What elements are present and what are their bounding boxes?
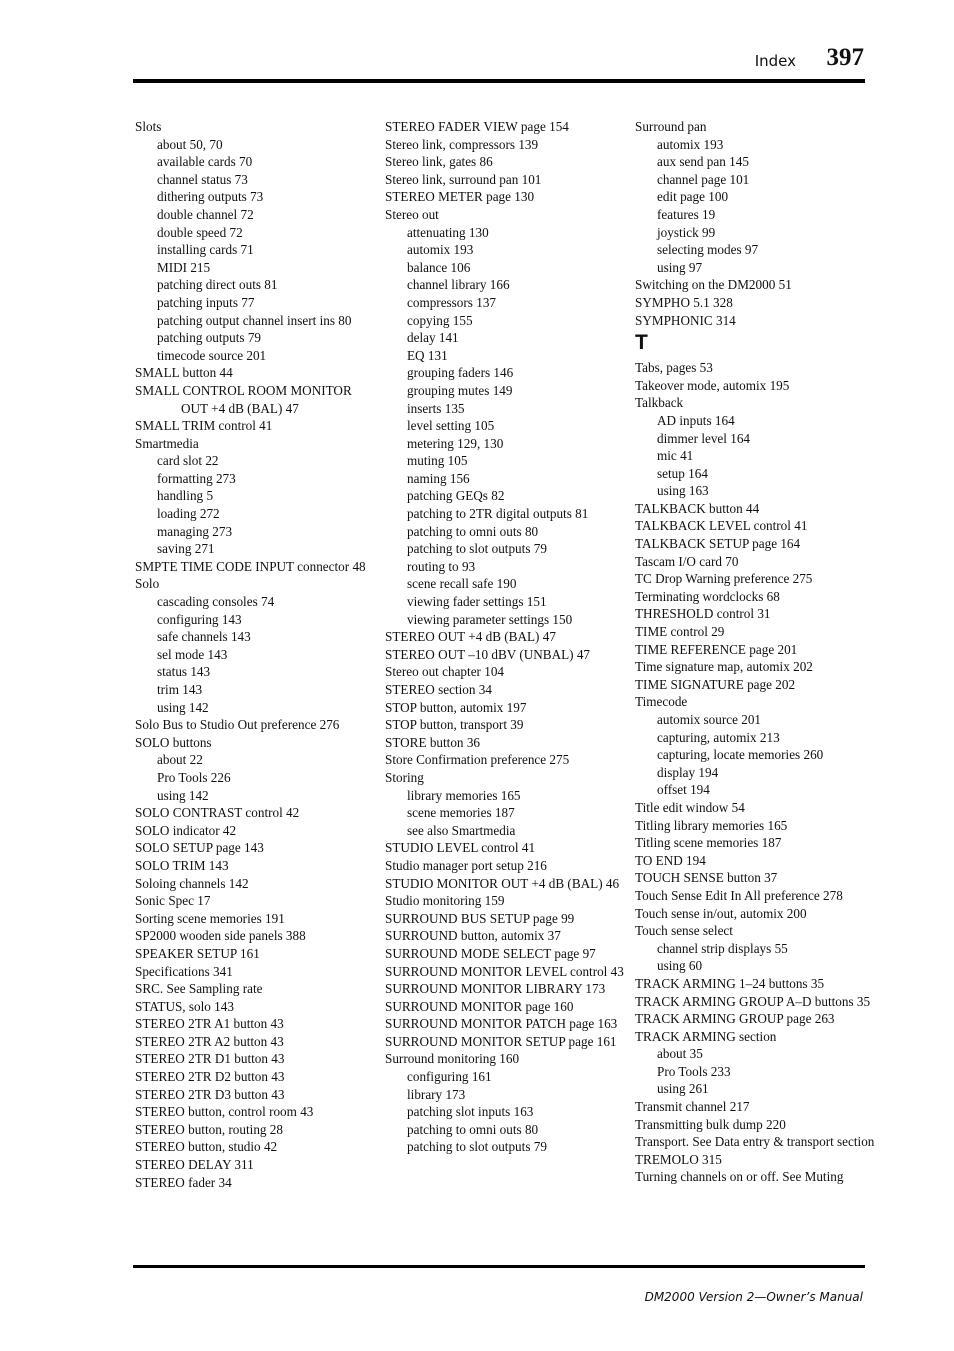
index-entry: SOLO SETUP page 143: [135, 840, 264, 856]
index-subentry: double channel 72: [157, 206, 254, 222]
index-entry: STEREO FADER VIEW page 154: [385, 119, 569, 134]
index-entry: SMPTE TIME CODE INPUT connector 48: [135, 558, 366, 574]
index-entry: Sonic Spec 17: [135, 893, 211, 909]
index-subentry: muting 105: [407, 453, 468, 469]
index-entry: Soloing channels 142: [135, 875, 249, 891]
index-entry: SP2000 wooden side panels 388: [135, 928, 306, 944]
running-header-title: Index: [754, 52, 796, 70]
index-subentry: setup 164: [657, 465, 708, 481]
index-subentry: patching to 2TR digital outputs 81: [407, 506, 589, 522]
index-subentry: attenuating 130: [407, 224, 489, 240]
index-entry: STUDIO MONITOR OUT +4 dB (BAL) 46: [385, 875, 620, 891]
index-entry: STEREO section 34: [385, 682, 492, 697]
index-entry: Solo: [135, 576, 160, 592]
index-subentry: Pro Tools 233: [657, 1063, 731, 1079]
index-subentry: display 194: [657, 764, 719, 780]
index-entry: SPEAKER SETUP 161: [135, 945, 260, 961]
index-subentry: using 60: [657, 958, 703, 974]
index-subentry: managing 273: [157, 523, 233, 539]
index-entry: Transport. See Data entry & transport section: [635, 1134, 875, 1150]
index-subentry: card slot 22: [157, 453, 219, 469]
index-entry: STEREO 2TR D2 button 43: [135, 1069, 285, 1085]
index-subentry: EQ 131: [407, 347, 448, 363]
index-entry: TC Drop Warning preference 275: [635, 571, 813, 587]
index-subentry: offset 194: [657, 782, 710, 798]
index-entry: SMALL CONTROL ROOM MONITOR OUT +4 dB (BAL) 47: [135, 382, 352, 416]
index-entry: Titling library memories 165: [635, 817, 788, 833]
index-subentry: status 143: [157, 664, 211, 680]
index-entry: STEREO OUT –10 dBV (UNBAL) 47: [385, 646, 591, 662]
index-entry: STEREO OUT +4 dB (BAL) 47: [385, 629, 556, 645]
index-entry: STEREO 2TR D3 button 43: [135, 1086, 285, 1102]
index-subentry: loading 272: [157, 506, 220, 522]
index-subentry: joystick 99: [657, 224, 716, 240]
index-entry: SOLO TRIM 143: [135, 857, 229, 873]
index-entry: STEREO 2TR D1 button 43: [135, 1051, 285, 1067]
index-entry: Storing: [385, 769, 424, 785]
index-entry: Time signature map, automix 202: [635, 659, 813, 675]
index-subentry: MIDI 215: [157, 259, 211, 275]
index-entry: Solo Bus to Studio Out preference 276: [135, 717, 340, 733]
index-column-2: [385, 118, 625, 1156]
index-subentry: scene memories 187: [407, 805, 515, 821]
index-subentry: library memories 165: [407, 787, 521, 803]
index-subentry: using 142: [157, 699, 209, 715]
footer-manual-title: DM2000 Version 2—Owner’s Manual: [644, 1290, 863, 1304]
index-entry: Slots: [135, 119, 162, 134]
index-subentry: library 173: [407, 1086, 466, 1102]
index-subentry: aux send pan 145: [657, 154, 749, 170]
index-subentry: mic 41: [657, 448, 694, 464]
index-subentry: level setting 105: [407, 418, 495, 434]
index-entry: Specifications 341: [135, 963, 233, 979]
index-entry: STOP button, automix 197: [385, 699, 527, 715]
index-entry: Touch Sense Edit In All preference 278: [635, 887, 843, 903]
index-subentry: safe channels 143: [157, 629, 251, 645]
index-column-3: [635, 118, 875, 1186]
index-entry: Store Confirmation preference 275: [385, 752, 570, 768]
index-entry: SURROUND MODE SELECT page 97: [385, 945, 596, 961]
index-entry: Surround pan: [635, 119, 707, 134]
index-entry: SURROUND MONITOR LIBRARY 173: [385, 981, 606, 997]
index-subentry: patching to omni outs 80: [407, 523, 539, 539]
index-subentry: timecode source 201: [157, 347, 267, 363]
index-entry: Stereo out chapter 104: [385, 664, 505, 680]
index-subentry: grouping mutes 149: [407, 382, 513, 398]
index-entry: TRACK ARMING section: [635, 1028, 777, 1044]
index-subentry: patching output channel insert ins 80: [157, 312, 352, 328]
index-entry: SURROUND MONITOR LEVEL control 43: [385, 963, 624, 979]
index-entry: Switching on the DM2000 51: [635, 277, 792, 293]
index-subentry: formatting 273: [157, 470, 236, 486]
index-subentry: using 163: [657, 483, 709, 499]
index-subentry: trim 143: [157, 682, 203, 697]
index-entry: SOLO buttons: [135, 734, 212, 750]
index-subentry: about 50, 70: [157, 136, 223, 152]
index-entry: THRESHOLD control 31: [635, 606, 771, 622]
index-subentry: patching outputs 79: [157, 330, 262, 346]
index-subentry: patching to slot outputs 79: [407, 541, 547, 557]
index-subentry: double speed 72: [157, 224, 243, 240]
index-subentry: about 22: [157, 752, 203, 768]
index-entry: Timecode: [635, 694, 688, 710]
index-subentry: routing to 93: [407, 558, 476, 574]
index-entry: TRACK ARMING GROUP A–D buttons 35: [635, 993, 871, 1009]
index-entry: Takeover mode, automix 195: [635, 377, 790, 393]
index-subentry: channel status 73: [157, 171, 248, 187]
index-subentry: patching to slot outputs 79: [407, 1139, 547, 1155]
index-subentry: delay 141: [407, 330, 459, 346]
index-subentry: Pro Tools 226: [157, 769, 231, 785]
index-entry: STEREO METER page 130: [385, 189, 535, 205]
index-subentry: dimmer level 164: [657, 430, 751, 446]
index-entry: STEREO fader 34: [135, 1174, 232, 1190]
index-entry: Studio manager port setup 216: [385, 857, 547, 873]
index-subentry: dithering outputs 73: [157, 189, 264, 205]
index-subentry: viewing parameter settings 150: [407, 611, 573, 627]
index-entry: STORE button 36: [385, 734, 481, 750]
index-entry: SURROUND MONITOR page 160: [385, 998, 574, 1014]
index-entry: Smartmedia: [135, 435, 199, 451]
index-entry: Terminating wordclocks 68: [635, 588, 780, 604]
index-subentry: available cards 70: [157, 154, 253, 170]
index-entry: STEREO button, studio 42: [135, 1139, 278, 1155]
index-subentry: inserts 135: [407, 400, 465, 416]
index-entry: Titling scene memories 187: [635, 835, 782, 851]
index-entry: TRACK ARMING 1–24 buttons 35: [635, 975, 825, 991]
index-entry: TALKBACK SETUP page 164: [635, 536, 801, 552]
index-entry: STEREO button, control room 43: [135, 1104, 314, 1120]
index-subentry: cascading consoles 74: [157, 594, 275, 610]
index-entry: Turning channels on or off. See Muting: [635, 1169, 844, 1185]
index-entry: Touch sense select: [635, 923, 733, 939]
index-entry: STOP button, transport 39: [385, 717, 524, 733]
index-entry: STEREO 2TR A1 button 43: [135, 1016, 284, 1032]
index-entry: Stereo link, compressors 139: [385, 136, 539, 152]
index-subentry: compressors 137: [407, 294, 497, 310]
index-subentry: patching inputs 77: [157, 294, 255, 310]
index-subentry: features 19: [657, 206, 716, 222]
index-entry: STATUS, solo 143: [135, 998, 234, 1014]
index-subentry: patching slot inputs 163: [407, 1104, 534, 1120]
index-entry: Tabs, pages 53: [635, 360, 713, 376]
index-entry: TIME SIGNATURE page 202: [635, 676, 796, 692]
index-subentry: scene recall safe 190: [407, 576, 517, 592]
index-entry: Studio monitoring 159: [385, 893, 505, 909]
index-subentry: handling 5: [157, 488, 214, 504]
index-entry: SMALL button 44: [135, 365, 233, 381]
index-subentry: about 35: [657, 1046, 703, 1062]
index-subentry: naming 156: [407, 470, 470, 486]
index-subentry: using 97: [657, 259, 703, 275]
index-entry: Stereo link, gates 86: [385, 154, 493, 170]
index-entry: Tascam I/O card 70: [635, 553, 739, 569]
index-subentry: selecting modes 97: [657, 242, 759, 258]
index-subentry: capturing, locate memories 260: [657, 747, 824, 763]
index-entry: STUDIO LEVEL control 41: [385, 840, 536, 856]
index-subentry: balance 106: [407, 259, 471, 275]
index-entry: Transmitting bulk dump 220: [635, 1116, 786, 1132]
index-entry: Stereo out: [385, 206, 439, 222]
index-subentry: configuring 143: [157, 611, 242, 627]
index-subentry: configuring 161: [407, 1069, 492, 1085]
index-subentry: grouping faders 146: [407, 365, 514, 381]
index-subentry: channel page 101: [657, 171, 750, 187]
index-subentry: AD inputs 164: [657, 412, 735, 428]
index-entry: SRC. See Sampling rate: [135, 981, 263, 997]
index-subentry: using 261: [657, 1081, 709, 1097]
index-entry: SURROUND button, automix 37: [385, 928, 561, 944]
index-entry: TIME REFERENCE page 201: [635, 641, 798, 657]
index-entry: TALKBACK LEVEL control 41: [635, 518, 808, 534]
index-entry: STEREO button, routing 28: [135, 1121, 283, 1137]
index-subentry: channel library 166: [407, 277, 510, 293]
index-entry: SYMPHO 5.1 328: [635, 294, 733, 310]
index-subentry: sel mode 143: [157, 646, 228, 662]
index-entry: Talkback: [635, 395, 684, 411]
index-subentry: automix 193: [407, 242, 474, 258]
index-entry: TOUCH SENSE button 37: [635, 870, 778, 886]
index-subentry: copying 155: [407, 312, 473, 328]
index-entry: SYMPHONIC 314: [635, 312, 736, 328]
index-subentry: saving 271: [157, 541, 215, 557]
index-entry: STEREO 2TR A2 button 43: [135, 1033, 284, 1049]
index-entry: TALKBACK button 44: [635, 500, 760, 516]
page-number: 397: [826, 44, 864, 71]
index-entry: SMALL TRIM control 41: [135, 418, 273, 434]
index-subentry: patching to omni outs 80: [407, 1121, 539, 1137]
index-entry: SOLO CONTRAST control 42: [135, 805, 300, 821]
index-subentry: viewing fader settings 151: [407, 594, 547, 610]
index-entry: SURROUND MONITOR SETUP page 161: [385, 1033, 617, 1049]
index-entry: Sorting scene memories 191: [135, 910, 285, 926]
index-entry: TREMOLO 315: [635, 1151, 722, 1167]
index-entry: SURROUND MONITOR PATCH page 163: [385, 1016, 618, 1032]
index-entry: Title edit window 54: [635, 799, 745, 815]
index-section-letter: T: [635, 331, 648, 355]
index-entry: Surround monitoring 160: [385, 1051, 520, 1067]
index-subentry: using 142: [157, 787, 209, 803]
index-entry: Touch sense in/out, automix 200: [635, 905, 807, 921]
index-entry: Transmit channel 217: [635, 1099, 750, 1115]
index-column-1: [135, 118, 375, 1191]
index-subentry: capturing, automix 213: [657, 729, 780, 745]
index-entry: STEREO DELAY 311: [135, 1157, 254, 1173]
index-subentry: edit page 100: [657, 189, 729, 205]
index-subentry: automix source 201: [657, 712, 762, 727]
index-entry: TRACK ARMING GROUP page 263: [635, 1011, 835, 1027]
index-subentry: channel strip displays 55: [657, 940, 788, 956]
header-rule: [133, 79, 865, 83]
index-entry: SURROUND BUS SETUP page 99: [385, 910, 575, 926]
index-subentry: see also Smartmedia: [407, 822, 516, 838]
index-subentry: installing cards 71: [157, 242, 254, 258]
footer-rule: [133, 1265, 865, 1268]
index-subentry: patching direct outs 81: [157, 277, 278, 293]
index-subentry: automix 193: [657, 136, 724, 152]
index-subentry: patching GEQs 82: [407, 488, 505, 504]
index-entry: TIME control 29: [635, 624, 725, 640]
index-entry: Stereo link, surround pan 101: [385, 171, 542, 187]
index-entry: SOLO indicator 42: [135, 822, 237, 838]
index-entry: TO END 194: [635, 852, 706, 868]
index-subentry: metering 129, 130: [407, 435, 504, 451]
